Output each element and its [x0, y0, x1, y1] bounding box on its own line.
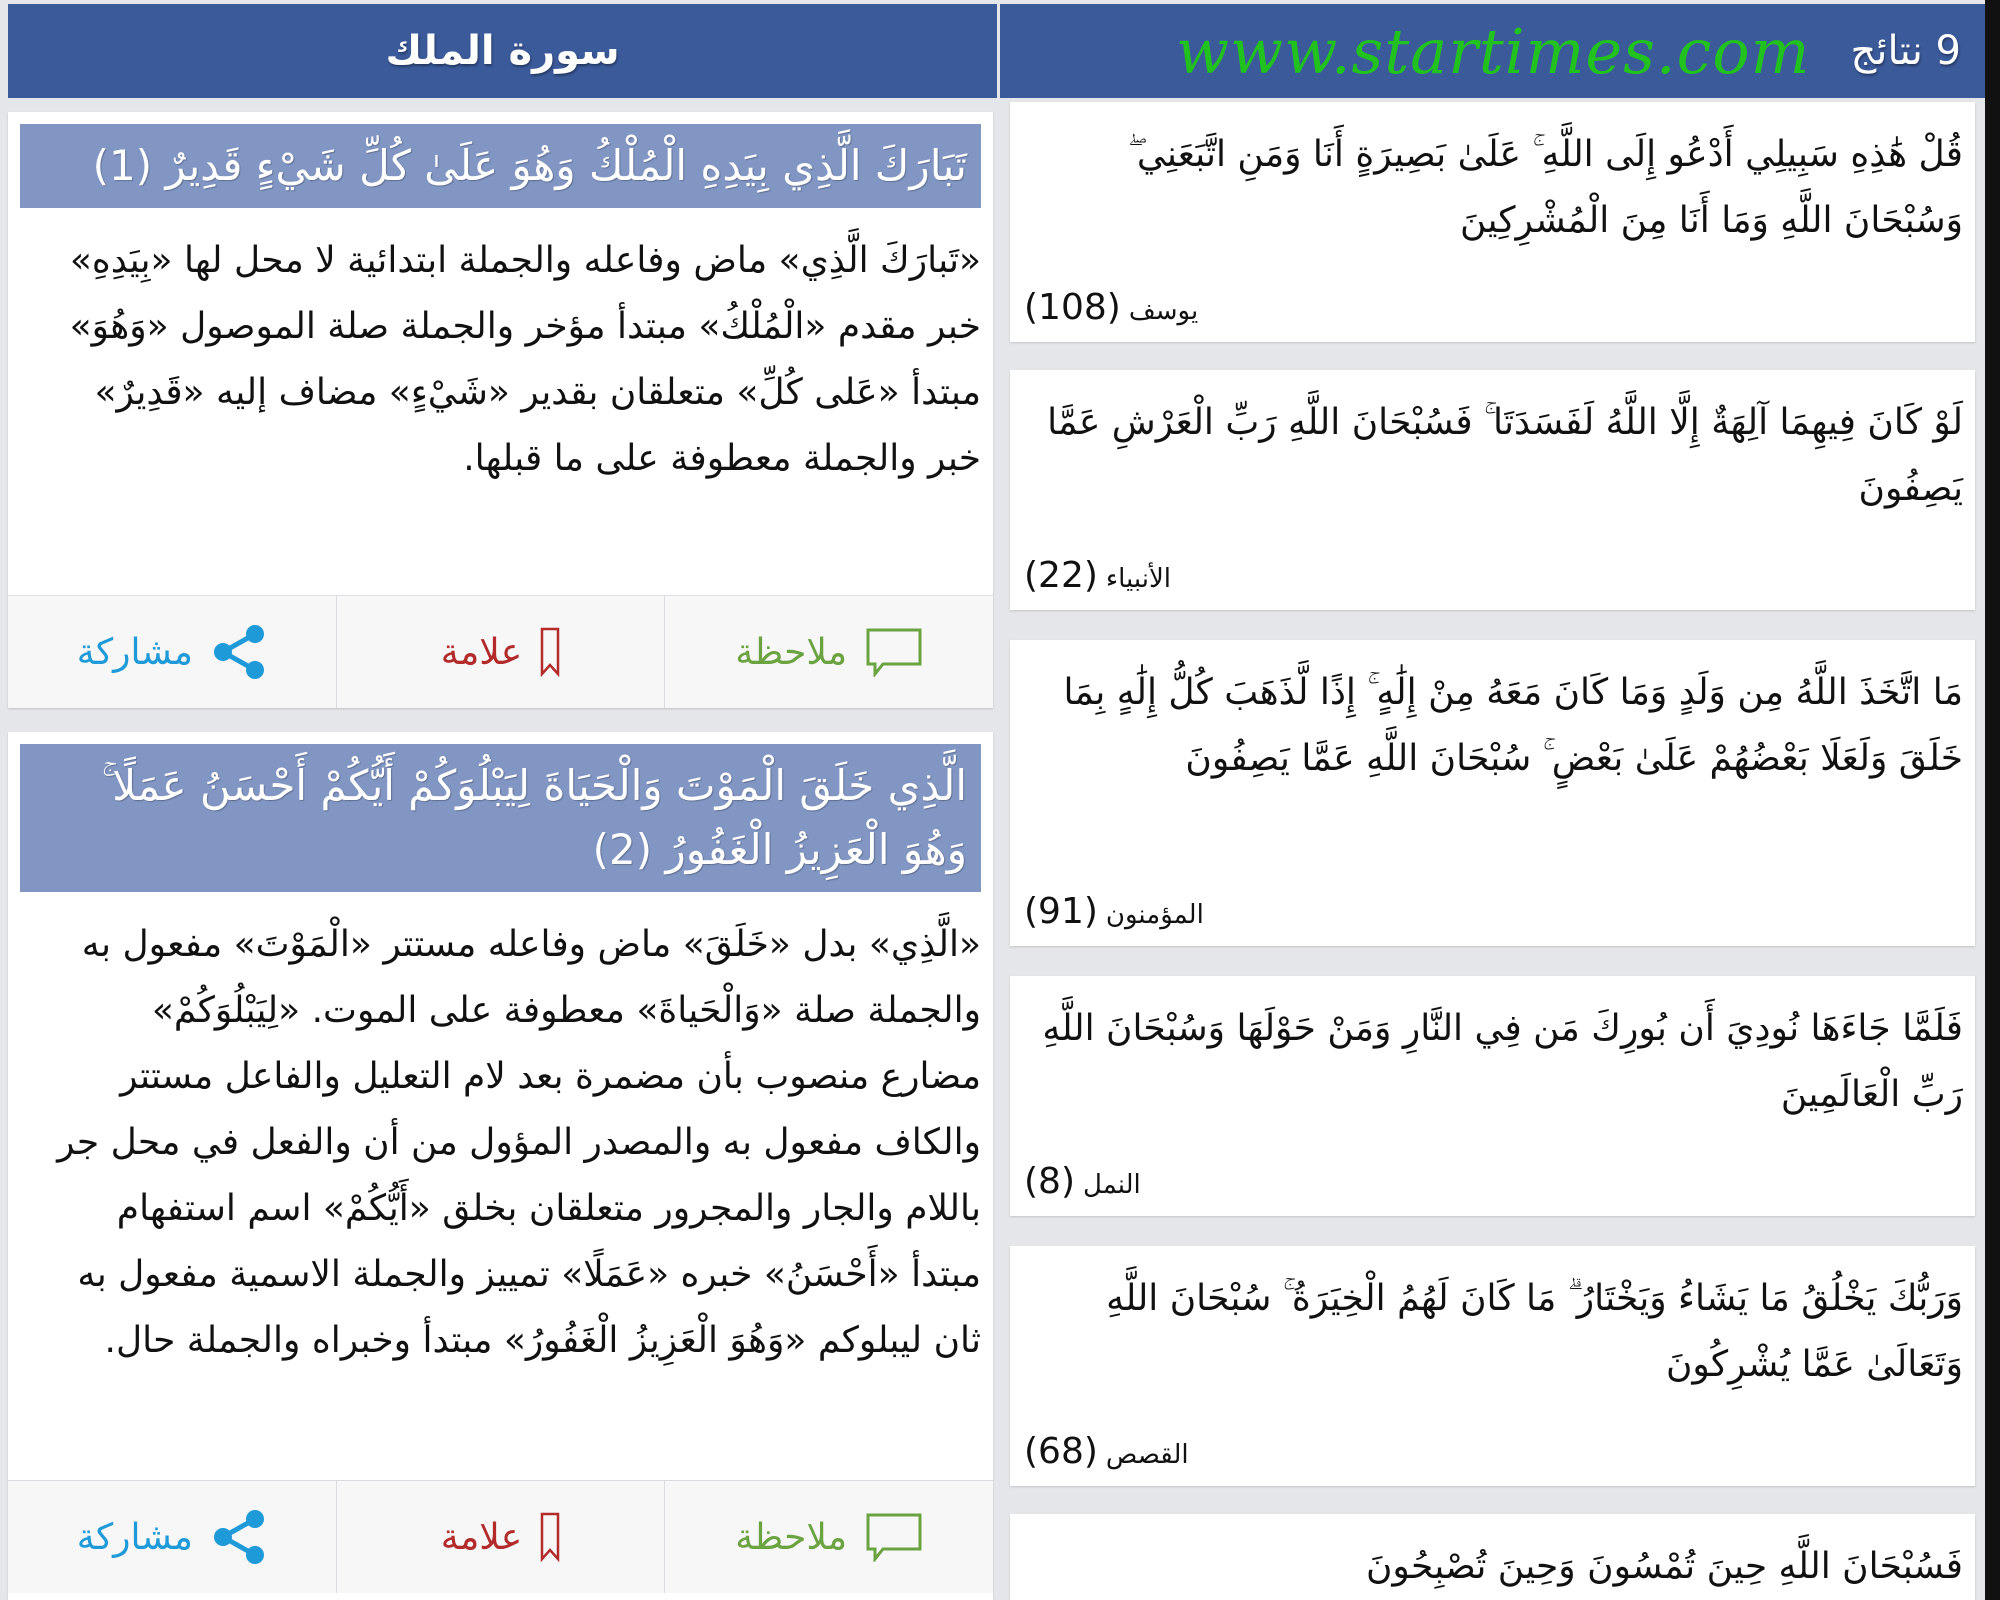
surah-title: سورة الملك: [385, 28, 620, 74]
result-reference: [1024, 555, 1171, 596]
tafsir-text: «الَّذِي» بدل «خَلَقَ» ماض وفاعله مستتر «الْمَوْتَ» مفعول به والجملة صلة «وَالْحَياةَ» معطوفة على الموت. «لِيَبْلُوَكُمْ» مضارع منصوب بأن مضمرة بعد لام التعليل والفاعل مستتر والكاف مفعول به والمصدر المؤول من أن والفعل في محل جر باللام والجار والمجرور متعلقان بخلق «أَيُّكُمْ» اسم استفهام مبتدأ «أَحْسَنُ» خبره «عَمَلًا» تمييز والجملة الاسمية مفعول به ثان ليبلوكم «وَهُوَ الْعَزِيزُ الْغَفُورُ» مبتدأ وخبراه والجملة حال.: [57, 924, 981, 1361]
sura-name: النمل: [1083, 1170, 1141, 1200]
share-button[interactable]: [8, 596, 336, 708]
screen-edge: [1985, 0, 2000, 1600]
ayah-number: (108): [1024, 287, 1121, 328]
speech-bubble-icon: [865, 1512, 923, 1562]
sura-name: القصص: [1105, 1440, 1189, 1470]
ayah-number: (91): [1024, 891, 1098, 932]
watermark-text: www.startimes.com: [1175, 14, 1811, 88]
ayah-number: (22): [1024, 555, 1098, 596]
ayah-number: (8): [1024, 1161, 1075, 1202]
result-item[interactable]: [1010, 102, 1975, 342]
share-button[interactable]: [8, 1481, 336, 1593]
note-label: ملاحظة: [735, 1516, 848, 1558]
result-ayah-text: فَسُبْحَانَ اللَّهِ حِينَ تُمْسُونَ وَحِينَ تُصْبِحُونَ: [1365, 1546, 1963, 1587]
result-reference: [1024, 891, 1204, 932]
sura-name: يوسف: [1128, 296, 1199, 326]
result-ayah-text: وَرَبُّكَ يَخْلُقُ مَا يَشَاءُ وَيَخْتَارُ ۗ مَا كَانَ لَهُمُ الْخِيَرَةُ ۚ سُبْحَانَ اللَّهِ وَتَعَالَىٰ عَمَّا يُشْرِكُونَ: [1106, 1278, 1963, 1385]
verse-card: [8, 732, 993, 1600]
result-item[interactable]: [1010, 1514, 1975, 1600]
sura-name: الأنبياء: [1105, 564, 1172, 594]
note-button[interactable]: [664, 1481, 993, 1593]
ayah-text[interactable]: تَبَارَكَ الَّذِي بِيَدِهِ الْمُلْكُ وَهُوَ عَلَىٰ كُلِّ شَيْءٍ قَدِيرٌ (1): [20, 124, 981, 208]
share-icon: [211, 1509, 267, 1565]
bookmark-label: علامة: [440, 631, 523, 673]
share-label: مشاركة: [76, 631, 193, 673]
bookmark-label: علامة: [440, 1516, 523, 1558]
result-reference: [1024, 287, 1198, 328]
search-results-panel: [1000, 0, 1985, 1600]
bookmark-button[interactable]: [336, 1481, 665, 1593]
result-ayah-text: لَوْ كَانَ فِيهِمَا آلِهَةٌ إِلَّا اللَّهُ لَفَسَدَتَا ۚ فَسُبْحَانَ اللَّهِ رَبِّ الْعَرْشِ عَمَّا يَصِفُونَ: [1047, 402, 1963, 509]
result-item[interactable]: [1010, 640, 1975, 946]
verse-card: [8, 112, 993, 708]
ayah-number: (68): [1024, 1431, 1098, 1472]
verse-actions: [8, 1480, 993, 1593]
result-ayah-text: مَا اتَّخَذَ اللَّهُ مِن وَلَدٍ وَمَا كَانَ مَعَهُ مِنْ إِلَٰهٍ ۚ إِذًا لَّذَهَبَ كُلُّ إِلَٰهٍ بِمَا خَلَقَ وَلَعَلَا بَعْضُهُمْ عَلَىٰ بَعْضٍ ۚ سُبْحَانَ اللَّهِ عَمَّا يَصِفُونَ: [1063, 672, 1963, 779]
sura-name: المؤمنون: [1105, 900, 1204, 930]
result-reference: [1024, 1161, 1141, 1202]
bookmark-icon: [540, 1512, 560, 1562]
speech-bubble-icon: [865, 627, 923, 677]
results-count: 9 نتائج: [1850, 28, 1961, 74]
share-icon: [211, 624, 267, 680]
result-item[interactable]: [1010, 370, 1975, 610]
result-ayah-text: فَلَمَّا جَاءَهَا نُودِيَ أَن بُورِكَ مَن فِي النَّارِ وَمَنْ حَوْلَهَا وَسُبْحَانَ اللَّهِ رَبِّ الْعَالَمِينَ: [1042, 1008, 1963, 1115]
surah-panel: [0, 0, 997, 1600]
tafsir-text: «تَبارَكَ الَّذِي» ماض وفاعله والجملة ابتدائية لا محل لها «بِيَدِهِ» خبر مقدم «الْمُلْكُ» مبتدأ مؤخر والجملة صلة الموصول «وَهُوَ» مبتدأ «عَلى كُلِّ» متعلقان بقدير «شَيْءٍ» مضاف إليه «قَدِيرٌ» خبر والجملة معطوفة على ما قبلها.: [69, 240, 981, 479]
result-item[interactable]: [1010, 1246, 1975, 1486]
result-reference: [1024, 1431, 1189, 1472]
verse-actions: [8, 595, 993, 708]
bookmark-button[interactable]: [336, 596, 665, 708]
result-ayah-text: قُلْ هَٰذِهِ سَبِيلِي أَدْعُو إِلَى اللَّهِ ۚ عَلَىٰ بَصِيرَةٍ أَنَا وَمَنِ اتَّبَعَنِي ۖ وَسُبْحَانَ اللَّهِ وَمَا أَنَا مِنَ الْمُشْرِكِينَ: [1127, 134, 1963, 241]
results-header: [1000, 4, 1985, 98]
note-label: ملاحظة: [735, 631, 848, 673]
note-button[interactable]: [664, 596, 993, 708]
share-label: مشاركة: [76, 1516, 193, 1558]
ayah-text[interactable]: الَّذِي خَلَقَ الْمَوْتَ وَالْحَيَاةَ لِيَبْلُوَكُمْ أَيُّكُمْ أَحْسَنُ عَمَلًا ۚ وَهُوَ الْعَزِيزُ الْغَفُورُ (2): [20, 744, 981, 892]
surah-header: [8, 4, 997, 98]
result-item[interactable]: [1010, 976, 1975, 1216]
bookmark-icon: [540, 627, 560, 677]
